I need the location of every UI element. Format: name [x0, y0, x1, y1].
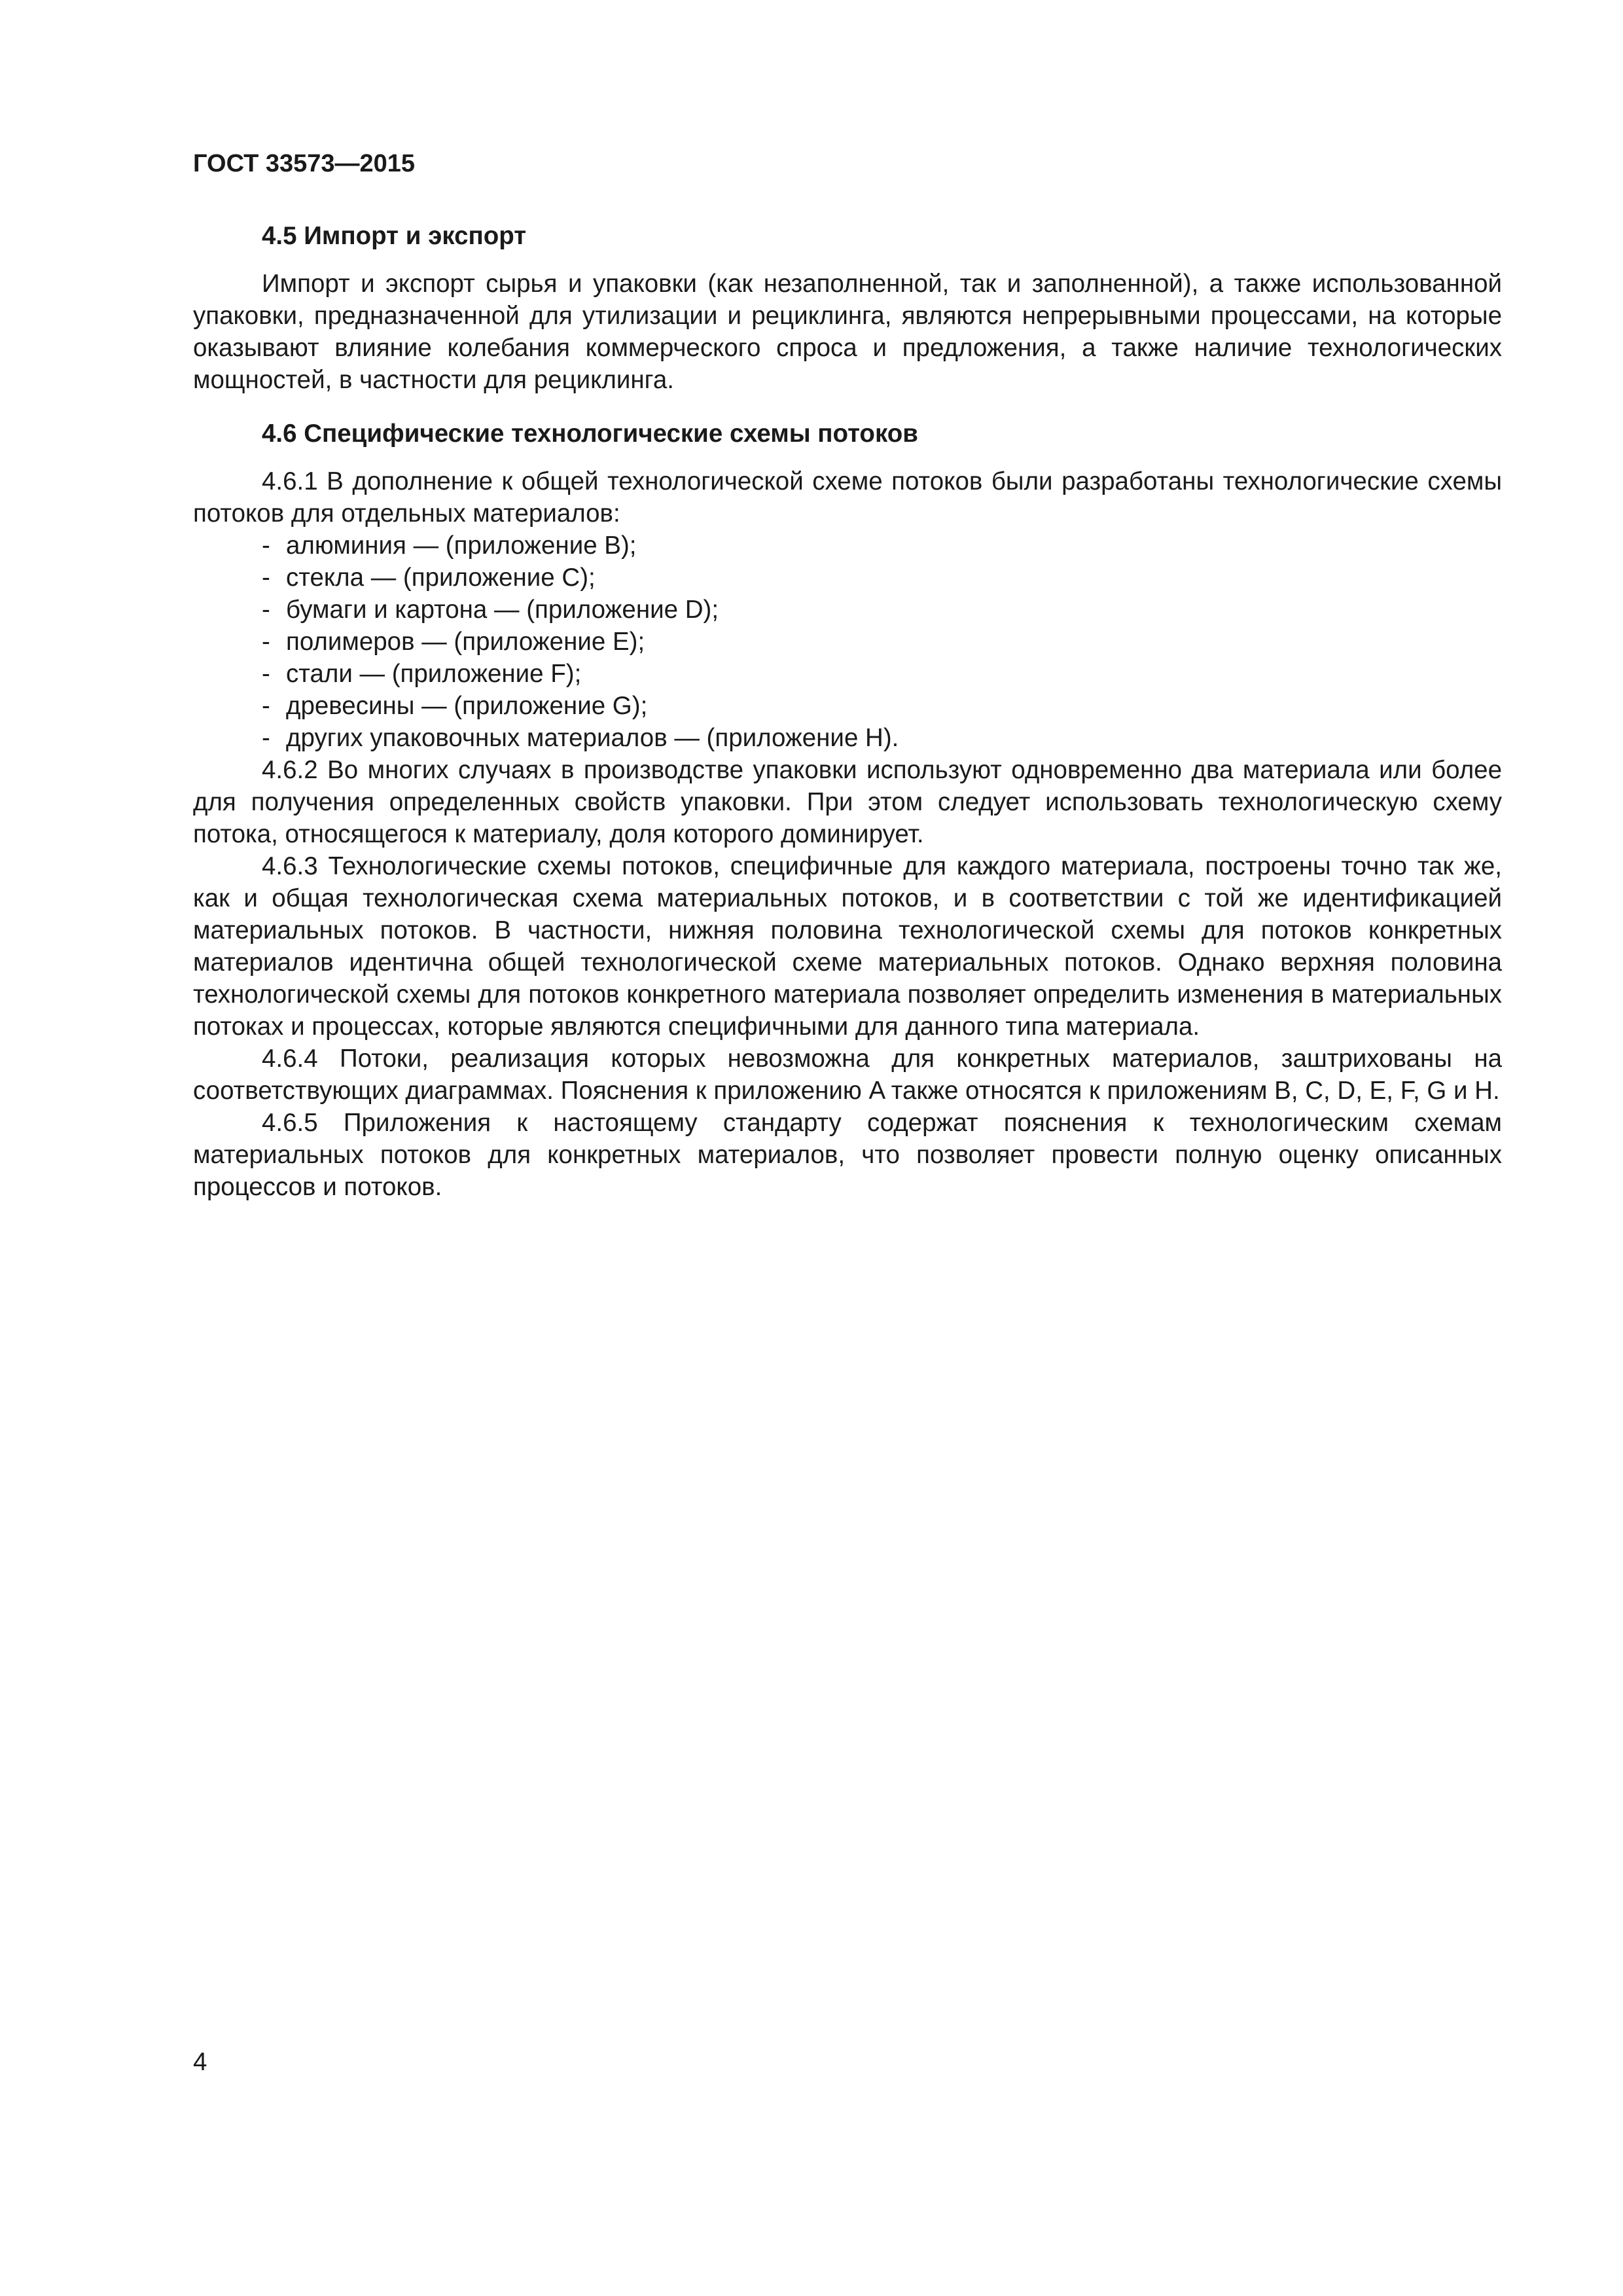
- list-item-text: стекла — (приложение C);: [286, 564, 596, 592]
- clause-4-6-5: 4.6.5 Приложения к настоящему стандарту содержат пояснения к технологическим схемам материальных потоков для конкретных материалов, что позволяет провести полную оценку описанных процессов и потоков.: [193, 1109, 1502, 1201]
- page-number: 4: [193, 2048, 207, 2076]
- list-item: [262, 594, 1502, 626]
- section-4-5-heading: 4.5 Импорт и экспорт: [262, 222, 527, 250]
- list-dash: -: [262, 692, 270, 720]
- materials-list: [193, 529, 1502, 754]
- list-dash: -: [262, 596, 270, 624]
- list-item: [262, 562, 1502, 594]
- clause-4-6-3: 4.6.3 Технологические схемы потоков, специфичные для каждого материала, построены точно так же, как и общая технологическая схема материальных потоков, и в соответствии с той же идентификацией материальных потоков. В частности, нижняя половина технологической схемы для потоков конкретных материалов идентична общей технологической схеме материальных потоков. Однако верхняя половина технологической схемы для потоков конкретного материала позволяет определить изменения в материальных потоках и процессах, которые являются специфичными для данного типа материала.: [193, 852, 1502, 1041]
- list-dash: -: [262, 564, 270, 592]
- standard-code-header: ГОСТ 33573—2015: [193, 150, 416, 177]
- list-item: [262, 658, 1502, 690]
- page-body: [193, 220, 1502, 1203]
- list-dash: -: [262, 531, 270, 560]
- list-item-text: других упаковочных материалов — (приложение H).: [286, 724, 899, 752]
- list-item-text: древесины — (приложение G);: [286, 692, 648, 720]
- section-4-6-heading: 4.6 Специфические технологические схемы потоков: [262, 420, 918, 448]
- list-item: [262, 529, 1502, 562]
- list-item: [262, 626, 1502, 658]
- list-item-text: полимеров — (приложение E);: [286, 628, 645, 656]
- list-item-text: стали — (приложение F);: [286, 660, 582, 688]
- list-dash: -: [262, 724, 270, 752]
- list-item-text: алюминия — (приложение B);: [286, 531, 637, 560]
- list-dash: -: [262, 628, 270, 656]
- list-dash: -: [262, 660, 270, 688]
- clause-4-6-2: 4.6.2 Во многих случаях в производстве упаковки используют одновременно два материала или более для получения определенных свойств упаковки. При этом следует использовать технологическую схему потока, относящегося к материалу, доля которого доминирует.: [193, 756, 1502, 848]
- list-item: [262, 722, 1502, 754]
- clause-4-6-1: 4.6.1 В дополнение к общей технологической схеме потоков были разработаны технологические схемы потоков для отдельных материалов:: [193, 467, 1502, 528]
- section-4-5-paragraph: Импорт и экспорт сырья и упаковки (как незаполненной, так и заполненной), а также использованной упаковки, предназначенной для утилизации и рециклинга, являются непрерывными процессами, на которые оказывают влияние колебания коммерческого спроса и предложения, а также наличие технологических мощностей, в частности для рециклинга.: [193, 270, 1502, 394]
- list-item: [262, 690, 1502, 722]
- clause-4-6-4: 4.6.4 Потоки, реализация которых невозможна для конкретных материалов, заштрихованы на соответствующих диаграммах. Пояснения к приложению A также относятся к приложениям B, C, D, E, F, G и H.: [193, 1045, 1502, 1105]
- list-item-text: бумаги и картона — (приложение D);: [286, 596, 719, 624]
